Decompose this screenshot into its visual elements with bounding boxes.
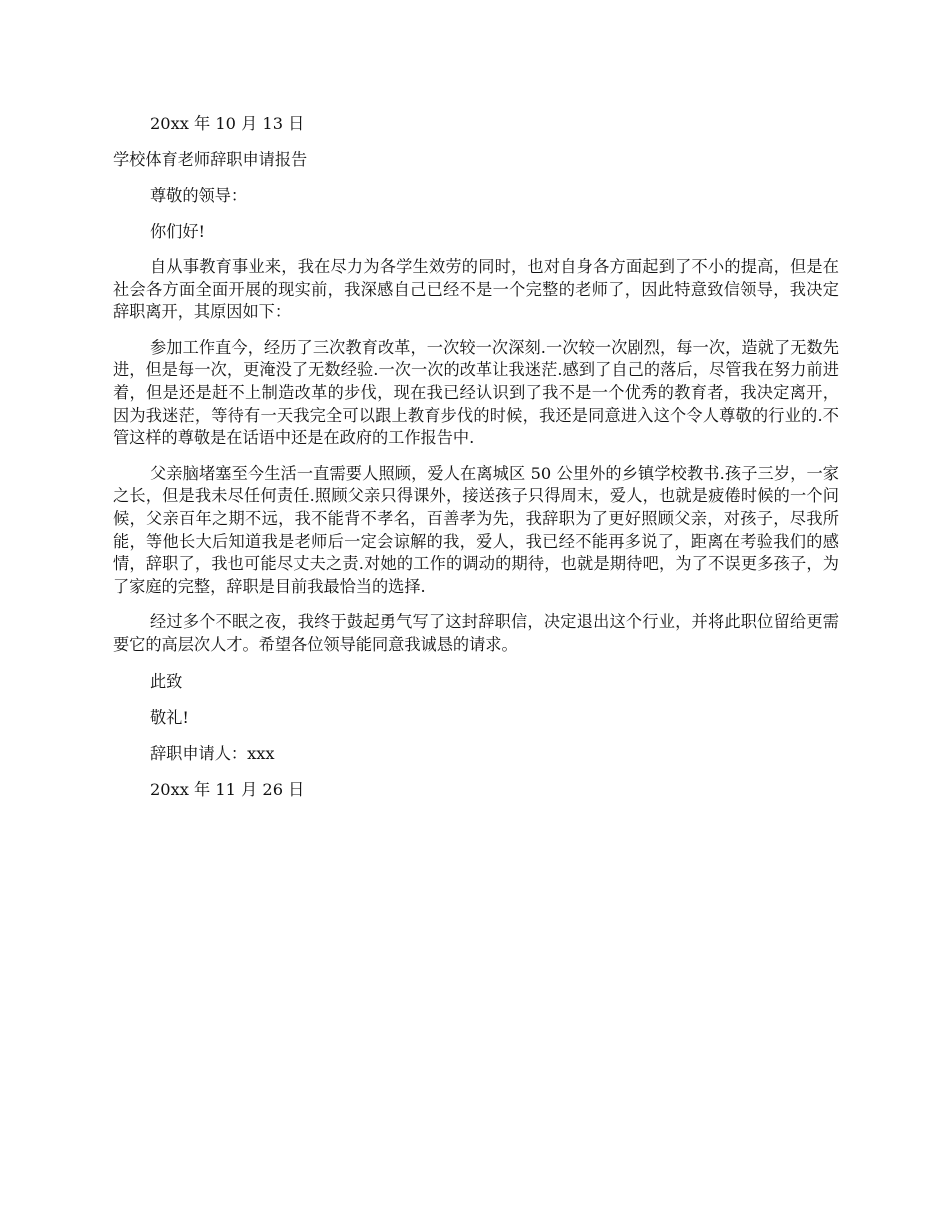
salutation: 尊敬的领导： (150, 186, 248, 205)
greeting: 你们好! (150, 222, 206, 241)
paragraph-intro: 自从事教育事业来，我在尽力为各学生效劳的同时，也对自身各方面起到了不小的提高，但是在社会各方面全面开展的现实前，我深感自己已经不是一个完整的老师了，因此特意致信领导，我决定辞职离开，其原因如下： (113, 257, 839, 322)
signature: 辞职申请人：xxx (150, 743, 275, 763)
date-bottom: 20xx 年 11 月 26 日 (150, 779, 305, 799)
closing-line-1: 此致 (150, 671, 183, 691)
paragraph-family: 父亲脑堵塞至今生活一直需要人照顾，爱人在离城区 50 公里外的乡镇学校教书.孩子三岁，一家之长，但是我未尽任何责任.照顾父亲只得课外，接送孩子只得周末，爱人，也就是疲倦时候的一个问候，父亲百年之期不远，我不能背不孝名，百善孝为先，我辞职为了更好照顾父亲，对孩子，尽我所能，等他长大后知道我是老师后一定会谅解的我，爱人，我已经不能再多说了，距离在考验我们的感情，辞职了，我也可能尽丈夫之责.对她的工作的调动的期待，也就是期待吧，为了不误更多孩子，为了家庭的完整，辞职是目前我最恰当的选择. (113, 463, 839, 596)
date-top: 20xx 年 10 月 13 日 (150, 114, 305, 133)
document-title: 学校体育老师辞职申请报告 (113, 150, 308, 169)
closing-line-2: 敬礼! (150, 707, 189, 727)
document-body (113, 112, 839, 814)
paragraph-reform: 参加工作直今，经历了三次教育改革，一次较一次深刻.一次较一次剧烈，每一次，造就了无数先进，但是每一次，更淹没了无数经验.一次一次的改革让我迷茫.感到了自己的落后，尽管我在努力前进着，但是还是赶不上制造改革的步伐，现在我已经认识到了我不是一个优秀的教育者，我决定离开，因为我迷茫，等待有一天我完全可以跟上教育步伐的时候，我还是同意进入这个令人尊敬的行业的.不管这样的尊敬是在话语中还是在政府的工作报告中. (113, 337, 839, 448)
paragraph-conclusion: 经过多个不眠之夜，我终于鼓起勇气写了这封辞职信，决定退出这个行业，并将此职位留给更需要它的高层次人才。希望各位领导能同意我诚恳的请求。 (113, 612, 839, 654)
